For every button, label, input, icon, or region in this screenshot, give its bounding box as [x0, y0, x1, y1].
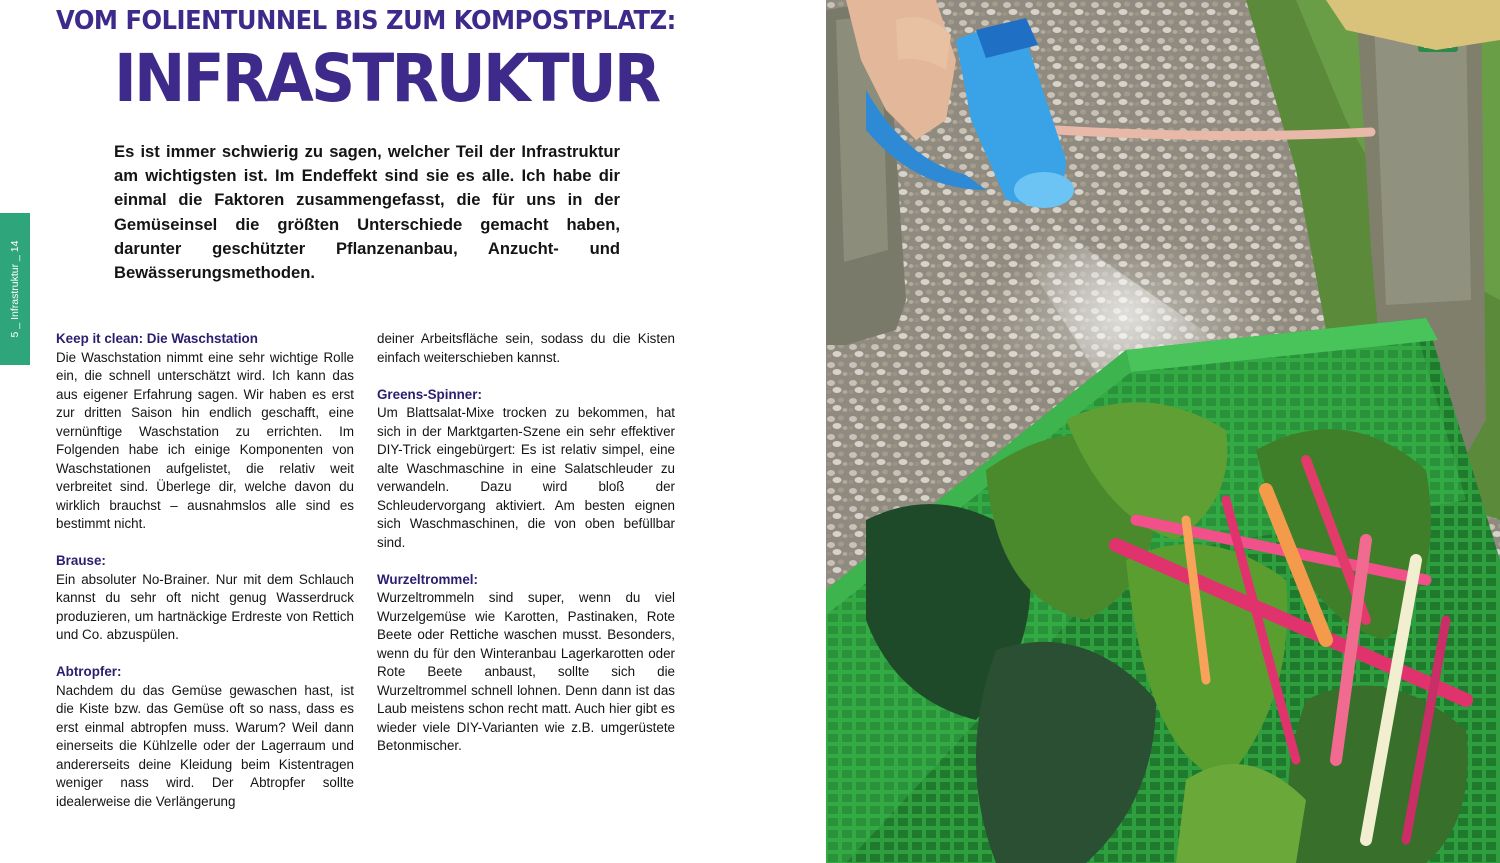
text-column-right: [377, 330, 675, 774]
section-continuation: [377, 330, 675, 367]
section-heading: Keep it clean: Die Waschstation: [56, 331, 258, 346]
section-body: deiner Arbeitsfläche sein, sodass du die Kisten einfach weiterschieben kannst.: [377, 331, 675, 365]
section-body: Nachdem du das Gemüse gewaschen hast, ist die Kiste bzw. das Gemüse oft so nass, dass es erst einmal abtropfen muss. Warum? Weil dann einerseits die Kühlzelle oder der Lagerraum und andererseits deine Kleidung beim Kistentragen weniger nass wird. Der Abtropfer sollte idealerweise die Verlängerung: [56, 682, 354, 809]
section-greens-spinner: [377, 386, 675, 553]
section-abtropfer: [56, 663, 354, 811]
section-body: Wurzeltrommeln sind super, wenn du viel Wurzelgemüse wie Karotten, Pastinaken, Rote Beete oder Rettiche waschen musst. Besonders, wenn du für den Winteranbau Lagerkarotten oder Rote Beete anbaust, sollte sich die Wurzeltrommel schnell lohnen. Denn dann ist das Laub meistens schon recht matt. Auch hier gibt es wieder viele DIY-Varianten wie z.B. umgerüstete Betonmischer.: [377, 590, 675, 753]
section-heading: Wurzeltrommel:: [377, 571, 478, 587]
section-waschstation: [56, 330, 354, 534]
photo-illustration: [826, 0, 1500, 863]
section-wurzeltrommel: [377, 571, 675, 756]
chapter-page-label: 5 _ Infrastruktur _ 14: [9, 240, 21, 338]
lead-paragraph: Es ist immer schwierig zu sagen, welcher Teil der Infrastruktur am wichtigsten ist. Im Endeffekt sind sie es alle. Ich habe dir einmal die Faktoren zusammengefasst, die für uns in der Gemüseinsel die größten Unterschiede gemacht haben, darunter geschützter Pflanzenanbau, Anzucht- und Bewässerungsmethoden.: [114, 142, 620, 283]
photo-washing-chard: [826, 0, 1500, 863]
section-heading: Abtropfer:: [56, 664, 122, 679]
text-column-left: [56, 330, 354, 830]
section-body: Um Blattsalat-Mixe trocken zu bekommen, hat sich in der Marktgarten-Szene ein sehr effektiver DIY-Trick eingebürgert: Es ist relativ simpel, eine alte Waschmaschine in eine Salatschleuder zu verwandeln. Dazu wird bloß der Schleudervorgang aktiviert. Am besten eignen sich Waschmaschinen, die von oben befüllbar sind.: [377, 405, 675, 550]
section-brause: [56, 552, 354, 645]
kicker-headline: VOM FOLIENTUNNEL BIS ZUM KOMPOSTPLATZ:: [56, 6, 676, 36]
section-heading: Greens-Spinner:: [377, 386, 482, 402]
section-body: Ein absoluter No-Brainer. Nur mit dem Schlauch kannst du sehr oft nicht genug Wasserdruck produzieren, um hartnäckige Erdreste von Rettich und Co. abzuspülen.: [56, 571, 354, 642]
section-body: Die Waschstation nimmt eine sehr wichtige Rolle ein, die schnell unterschätzt wird. Ich kann das aus eigener Erfahrung sagen. Wir haben es erst zur dritten Saison hin endlich geschafft, eine vernünftige Waschstation zu errichten. Im Folgenden habe ich einige Komponenten von Waschstationen aufgelistet, die relativ weit verbreitet sind. Überlege dir, welche davon du wirklich brauchst – ausnahmslos alle sind es bestimmt nicht.: [56, 349, 354, 531]
page-title: INFRASTRUKTUR: [114, 40, 659, 117]
section-heading: Brause:: [56, 553, 106, 568]
